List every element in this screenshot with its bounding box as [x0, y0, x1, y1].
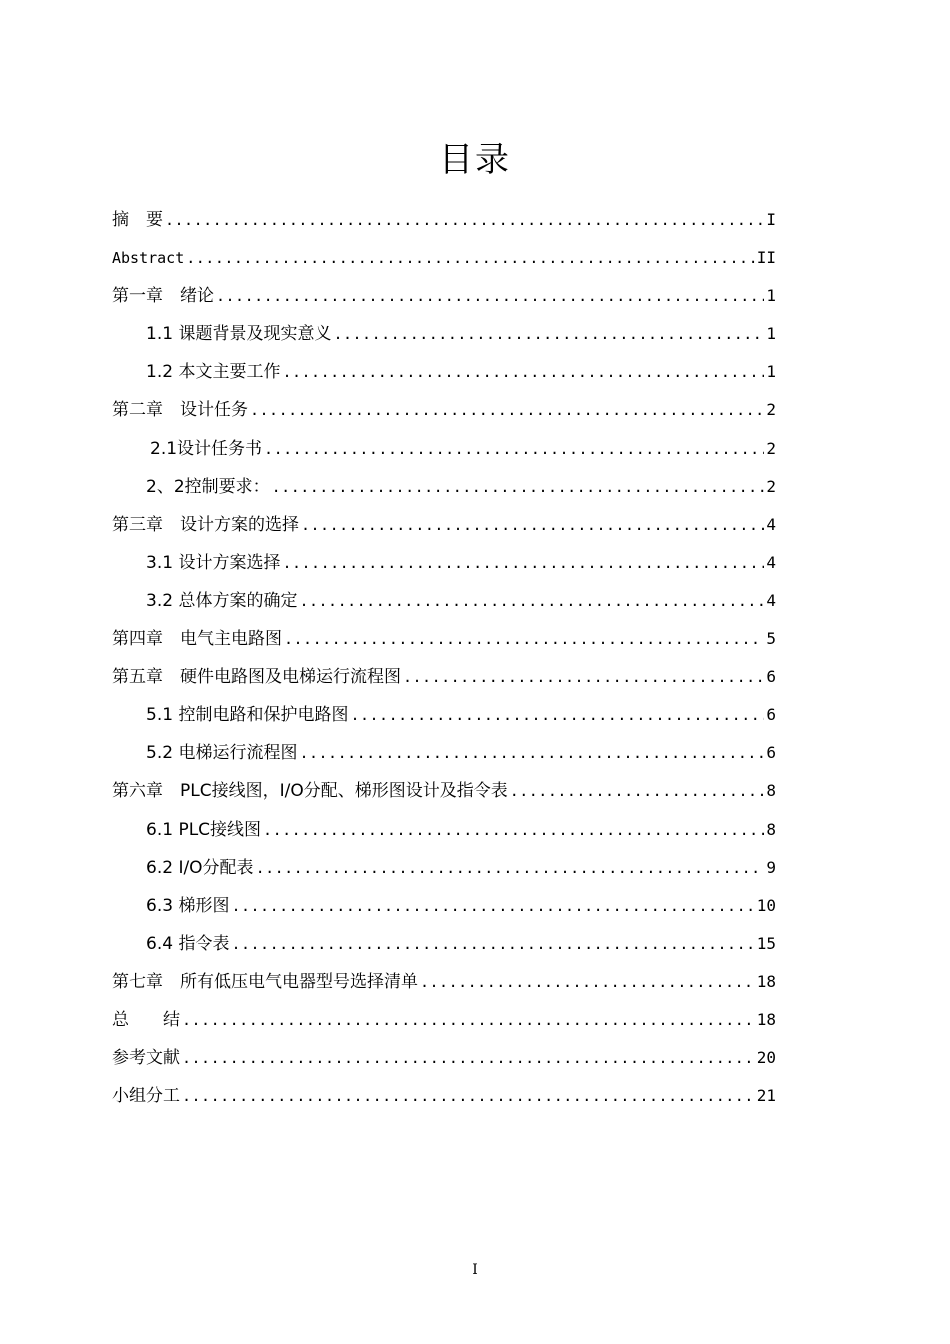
toc-entry[interactable]	[112, 203, 776, 241]
toc-dot-leader	[186, 241, 754, 275]
toc-entry[interactable]	[112, 1079, 776, 1117]
toc-entry-page: 9	[766, 857, 776, 877]
toc-entry[interactable]	[112, 355, 776, 393]
toc-entry-page: 8	[766, 819, 776, 839]
toc-dot-leader	[263, 813, 764, 847]
page-title: 目录	[439, 139, 511, 180]
toc-entry-label: 参考文献	[112, 1048, 180, 1069]
table-of-contents	[112, 203, 776, 1117]
toc-entry-page: II	[756, 248, 776, 268]
toc-entry[interactable]	[112, 1003, 776, 1041]
toc-entry-label: 1.1 课题背景及现实意义	[146, 324, 332, 345]
toc-entry[interactable]	[112, 1041, 776, 1079]
toc-dot-leader	[284, 622, 764, 656]
toc-entry-label: Abstract	[112, 249, 185, 268]
toc-entry[interactable]	[112, 546, 776, 584]
toc-dot-leader	[264, 432, 764, 466]
toc-entry-label: 6.2 I/O分配表	[146, 857, 254, 878]
toc-entry-label: 5.2 电梯运行流程图	[146, 743, 298, 764]
toc-entry[interactable]	[112, 317, 776, 355]
toc-entry[interactable]	[112, 736, 776, 774]
toc-entry[interactable]	[112, 622, 776, 660]
toc-entry-label: 小组分工	[112, 1086, 180, 1107]
toc-dot-leader	[301, 508, 764, 542]
toc-entry[interactable]	[112, 393, 776, 431]
toc-entry-page: 18	[756, 1009, 776, 1029]
toc-entry-page: 6	[766, 743, 776, 763]
toc-entry-page: 5	[766, 629, 776, 649]
toc-entry-page: 20	[756, 1048, 776, 1068]
toc-entry-page: 21	[756, 1086, 776, 1106]
toc-entry-label: 1.2 本文主要工作	[146, 362, 281, 383]
toc-entry-page: 1	[766, 362, 776, 382]
toc-entry-page: 1	[766, 286, 776, 306]
toc-entry-page: 18	[756, 971, 776, 991]
toc-dot-leader	[272, 470, 765, 504]
toc-entry[interactable]	[112, 813, 776, 851]
toc-dot-leader	[216, 279, 764, 313]
toc-entry-label: 第五章 硬件电路图及电梯运行流程图	[112, 667, 401, 688]
toc-entry-label: 第七章 所有低压电气电器型号选择清单	[112, 971, 418, 992]
toc-dot-leader	[256, 851, 765, 885]
toc-entry-page: 6	[766, 705, 776, 725]
toc-dot-leader	[299, 584, 764, 618]
toc-entry-label: 摘 要	[112, 210, 163, 230]
toc-dot-leader	[182, 1003, 755, 1037]
toc-dot-leader	[165, 203, 764, 237]
toc-entry-label: 2.1设计任务书	[150, 438, 263, 459]
toc-entry[interactable]	[112, 698, 776, 736]
toc-entry-label: 6.3 梯形图	[146, 895, 230, 916]
toc-entry-page: 1	[766, 324, 776, 344]
toc-entry-page: 4	[766, 590, 776, 610]
toc-entry-label: 6.1 PLC接线图	[146, 819, 262, 840]
toc-entry-page: 2	[766, 400, 776, 420]
toc-entry[interactable]	[112, 470, 776, 508]
toc-dot-leader	[420, 965, 755, 999]
toc-entry-page: 2	[766, 476, 776, 496]
toc-entry[interactable]	[112, 927, 776, 965]
toc-entry-label: 第四章 电气主电路图	[112, 629, 282, 650]
toc-dot-leader	[510, 774, 765, 808]
toc-dot-leader	[333, 317, 764, 351]
toc-dot-leader	[250, 393, 764, 427]
toc-entry-page: 10	[756, 895, 776, 915]
toc-dot-leader	[231, 927, 754, 961]
toc-entry-page: 4	[766, 552, 776, 572]
toc-dot-leader	[350, 698, 764, 732]
toc-dot-leader	[299, 736, 764, 770]
toc-entry-page: 15	[756, 933, 776, 953]
toc-entry-label: 5.1 控制电路和保护电路图	[146, 705, 349, 726]
toc-entry-label: 2、2控制要求：	[146, 476, 270, 497]
toc-dot-leader	[403, 660, 764, 694]
toc-entry[interactable]	[112, 584, 776, 622]
toc-dot-leader	[282, 546, 764, 580]
page-number: I	[472, 1262, 478, 1278]
toc-entry-label: 第三章 设计方案的选择	[112, 514, 299, 535]
toc-entry[interactable]	[112, 965, 776, 1003]
toc-entry-label: 3.2 总体方案的确定	[146, 590, 298, 611]
toc-dot-leader	[182, 1079, 755, 1113]
toc-entry-page: 6	[766, 667, 776, 687]
toc-dot-leader	[231, 889, 754, 923]
toc-entry[interactable]	[112, 774, 776, 812]
toc-entry[interactable]	[112, 889, 776, 927]
toc-entry[interactable]	[112, 508, 776, 546]
toc-entry[interactable]	[112, 660, 776, 698]
toc-entry[interactable]	[112, 851, 776, 889]
toc-entry-label: 第六章 PLC接线图，I/O分配、梯形图设计及指令表	[112, 781, 508, 802]
toc-entry-label: 6.4 指令表	[146, 933, 230, 954]
toc-entry-label: 第一章 绪论	[112, 286, 214, 307]
toc-dot-leader	[182, 1041, 755, 1075]
toc-entry[interactable]	[112, 432, 776, 470]
toc-entry-page: 4	[766, 514, 776, 534]
toc-entry-label: 3.1 设计方案选择	[146, 552, 281, 573]
toc-entry[interactable]	[112, 279, 776, 317]
toc-entry-label: 总 结	[112, 1009, 180, 1030]
toc-entry-page: 2	[766, 438, 776, 458]
toc-entry-page: 8	[766, 781, 776, 801]
toc-entry[interactable]	[112, 241, 776, 279]
toc-entry-page: I	[766, 210, 776, 229]
toc-dot-leader	[282, 355, 764, 389]
toc-entry-label: 第二章 设计任务	[112, 400, 248, 421]
